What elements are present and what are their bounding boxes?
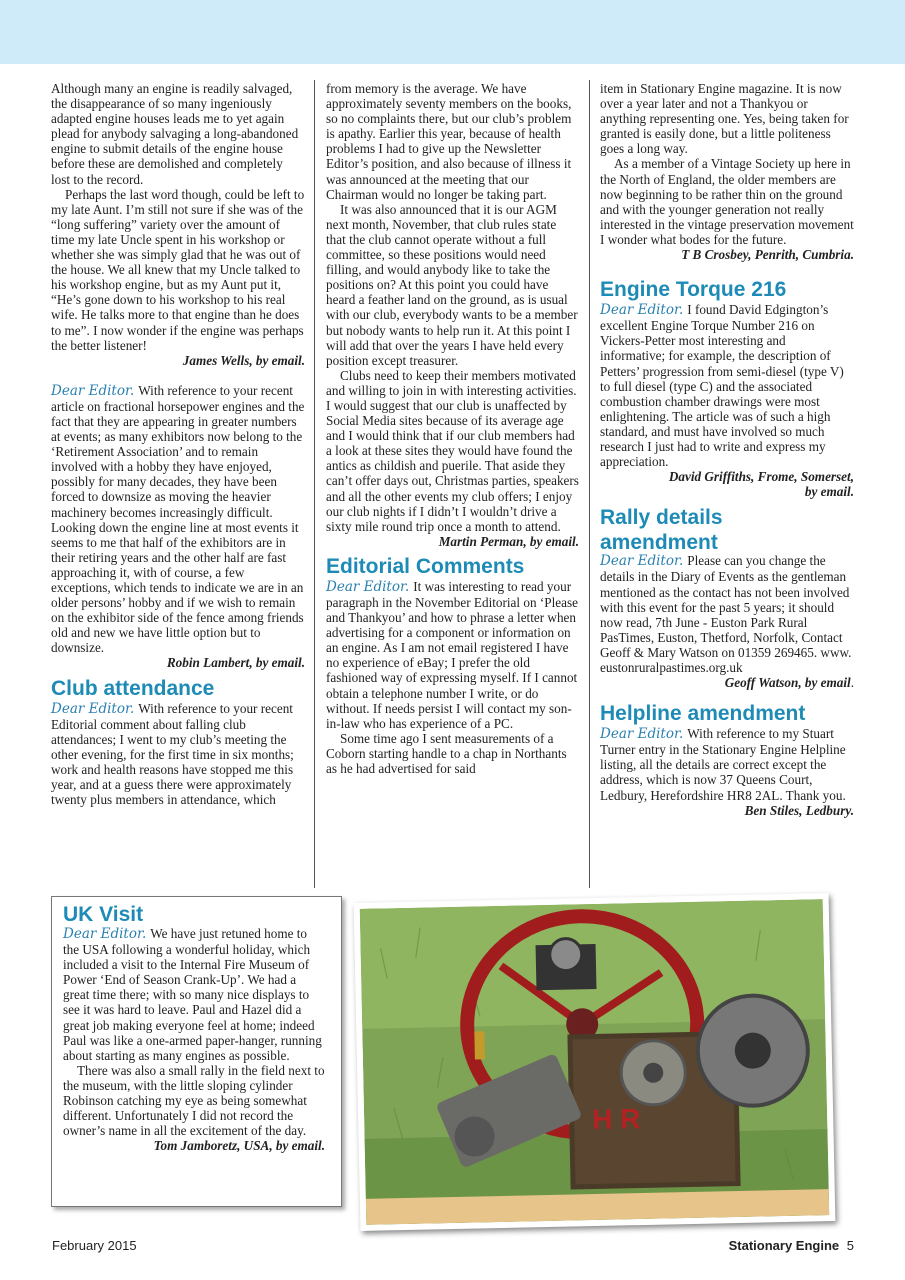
col3-paragraph-5: With reference to my Stuart Turner entry in the Stationary Engine Helpline listing, all the details are correct except the address, which is now 37 Queens Court, Ledbury, Herefordshire HR8 2AL. Thank you. <box>600 726 846 803</box>
col3-signature-2b: by email. <box>804 484 854 500</box>
col3-paragraph-4: Please can you change the details in the Diary of Events as the gentleman mentioned as the contact has not been involved with this event for the past 5 years; it should now read, 7th June - Euston Park Rural PasTimes, Euston, Thetford, Norfolk, Contact Geoff & Mary Watson on 01359 269465. www. eustonruralpastimes.org.uk <box>600 553 852 675</box>
col3-signature-3-name: Geoff Watson, by email <box>724 675 851 691</box>
box-paragraph-2: There was also a small rally in the field next to the museum, with the little sloping cylinder Robinson catching my eye as being somewhat different. Unfortunately I did not record the owner’s name in all the excitement of the day. <box>63 1062 325 1139</box>
column-divider-1 <box>314 80 315 888</box>
col3-signature-2a: David Griffiths, Frome, Somerset, <box>668 469 854 485</box>
dear-editor-salutation: Dear Editor. <box>326 578 410 595</box>
heading-rally-details: Rally details <box>600 506 723 530</box>
col1-paragraph-3: With reference to your recent article on fractional horsepower engines and the fact that they are appearing in greater numbers at events; as many exhibitors now belong to the ‘Retirement Association’ and to remain involved with a hobby they have enjoyed, possibly for many decades, they have been forced to downsize as moving the heavier machinery becomes increasingly difficult. Looking down the engine line at most events it seems to me that half of the exhibitors are in their retiring years and the other half are fast approaching it, with of course, a few exceptions, which tends to indicate we are in an older persons’ hobby and if we wish to remain on the exhibitor side of the fence among friends old and new we have little option but to downsize. <box>51 382 305 656</box>
col1-letter-2 <box>51 383 305 656</box>
engine-photo-frame <box>354 893 836 1231</box>
uk-visit-text <box>63 904 325 1153</box>
box-letter <box>63 926 325 1063</box>
dear-editor-salutation: Dear Editor. <box>63 926 147 942</box>
col3-signature-4: Ben Stiles, Ledbury. <box>744 802 854 818</box>
heading-engine-torque: Engine Torque 216 <box>600 278 787 302</box>
col2-paragraph-1: from memory is the average. We have approximately seventy members on the books, so no complaints there, but our club’s problem is apathy. Earlier this year, because of health problems I had to give up the Newsletter Editor’s position, and also because of illness it was announced at the meeting that our Chairman would no longer be taking part. <box>326 81 572 202</box>
dear-editor-salutation: Dear Editor. <box>600 553 684 570</box>
col1-signature-1: James Wells, by email. <box>182 352 305 368</box>
column-divider-2 <box>589 80 590 888</box>
col2-paragraph-4: It was interesting to read your paragraph in the November Editorial on ‘Please and Thankyou’ and how to phrase a letter when advertising for a component or information on an engine. As I am not email registered I have no experience of eBay; I prefer the old fashioned way of expressing myself. If I cannot obtain a telephone number I write, or do without. If needs persist I will contact my son-in-law who has experience of a PC. <box>326 578 578 731</box>
col1-paragraph-1: Although many an engine is readily salvaged, the disappearance of so many ingeniously adapted engine houses leads me to yet again plead for anybody salvaging a long-abandoned engine to submit details of the engine house before these are demolished and completely lost to the record. <box>51 81 299 187</box>
box-signature: Tom Jamboretz, USA, by email. <box>153 1138 325 1154</box>
footer-date: February 2015 <box>52 1238 137 1253</box>
col3-signature-3 <box>600 675 854 690</box>
col3-letter-4 <box>600 726 854 802</box>
col1-signature-2: Robin Lambert, by email. <box>166 655 305 671</box>
footer-magazine <box>729 1238 854 1253</box>
col3-signature-1: T B Crosbey, Penrith, Cumbria. <box>681 247 854 263</box>
heading-uk-visit: UK Visit <box>63 903 144 926</box>
dear-editor-salutation: Dear Editor. <box>600 726 684 743</box>
col1-letter-3 <box>51 701 305 808</box>
col2-paragraph-3: Clubs need to keep their members motivated and willing to join in with interesting activities. I would suggest that our club is unaffected by Social Media sites because of its average age and I would think that if our club members had a look at these sites they would have found the antics as childish and puerile. That aside they can’t offer days out, Christmas parties, speakers and all the other events my club offers; I enjoy our club nights if I didn’t I wouldn’t drive a sixty mile round trip once a month to attend. <box>326 367 579 534</box>
top-banner <box>0 0 905 64</box>
heading-club-attendance: Club attendance <box>51 676 215 700</box>
col1-paragraph-2: Perhaps the last word though, could be left to my late Aunt. I’m still not sure if she was of the “long suffering” variety over the amount of time my late Uncle spent in his workshop or whether she was simply glad that he was out of the house. We all knew that my Uncle talked to his workshop engine, but as my Aunt put it, “He’s gone down to his workshop to his real wife. He talks more to that engine than he does to me”. I now wonder if the engine was perhaps the better listener! <box>51 186 305 353</box>
engine-photo <box>360 899 830 1225</box>
col3-letter-2 <box>600 302 854 469</box>
heading-helpline-amendment: Helpline amendment <box>600 702 806 726</box>
col3-signature-3-period: . <box>850 675 854 691</box>
dear-editor-salutation: Dear Editor. <box>600 302 684 319</box>
heading-editorial-comments: Editorial Comments <box>326 554 525 578</box>
footer-page-number: 5 <box>846 1238 854 1253</box>
footer-magazine-name: Stationary Engine <box>728 1238 840 1253</box>
dear-editor-salutation: Dear Editor. <box>51 700 135 717</box>
col3-paragraph-1: item in Stationary Engine magazine. It is now over a year later and not a Thankyou or anything representing one. Yes, being taken for granted is easily done, but a little politeness goes a long way. <box>600 81 849 157</box>
col2-paragraph-2: It was also announced that it is our AGM next month, November, that club rules state that the club cannot operate without a full committee, so these positions would need filling, and would anybody like to take the positions on? At this point you could have heard a feather land on the ground, as is usual with our club, everybody wants to be a member but nobody wants to help run it. At this point I will add that over the years I have held every position except treasurer. <box>326 201 578 368</box>
column-1 <box>51 81 305 807</box>
col1-paragraph-4: With reference to your recent Editorial comment about falling club attendances; I went to my club’s meeting the other evening, for the first time in six months; work and health reasons have stopped me this year, and at a guess there were approximately twenty plus members in attendance, which <box>51 700 294 808</box>
col2-signature-1: Martin Perman, by email. <box>438 533 579 549</box>
heading-amendment: amendment <box>600 531 718 555</box>
column-3 <box>600 81 854 818</box>
col3-paragraph-3: I found David Edgington’s excellent Engine Torque Number 216 on Vickers-Petter most interesting and informative; for example, the description of Petters’ progression from semi-diesel (type V) to full diesel (type C) and the associated combustion chamber drawings were most enlightening. The article was of such a high standard, and must have involved so much research I just had to write and express my appreciation. <box>600 302 844 470</box>
col3-paragraph-2: As a member of a Vintage Society up here in the North of England, the older members are now beginning to be rather thin on the ground and with the younger generation not really interested in the vintage preservation movement I wonder what bodes for the future. <box>600 156 854 247</box>
col2-letter-2 <box>326 579 579 731</box>
col3-letter-3 <box>600 553 854 675</box>
col2-paragraph-5: Some time ago I sent measurements of a Coborn starting handle to a chap in Northants as he had advertised for said <box>326 730 567 777</box>
engine-letters: H R <box>591 1103 641 1136</box>
box-paragraph-1: We have just retuned home to the USA following a wonderful holiday, which included a visit to the Internal Fire Museum of Power ‘End of Season Crank-Up’. We had a great time there; with so many nice displays to see it was hard to leave. Paul and Hazel did a great job making everyone feel at home; indeed Paul was like a one-armed paper-hanger, running about starting as many engines as possible. <box>63 926 322 1063</box>
column-2 <box>326 81 579 776</box>
dear-editor-salutation: Dear Editor. <box>51 382 135 399</box>
